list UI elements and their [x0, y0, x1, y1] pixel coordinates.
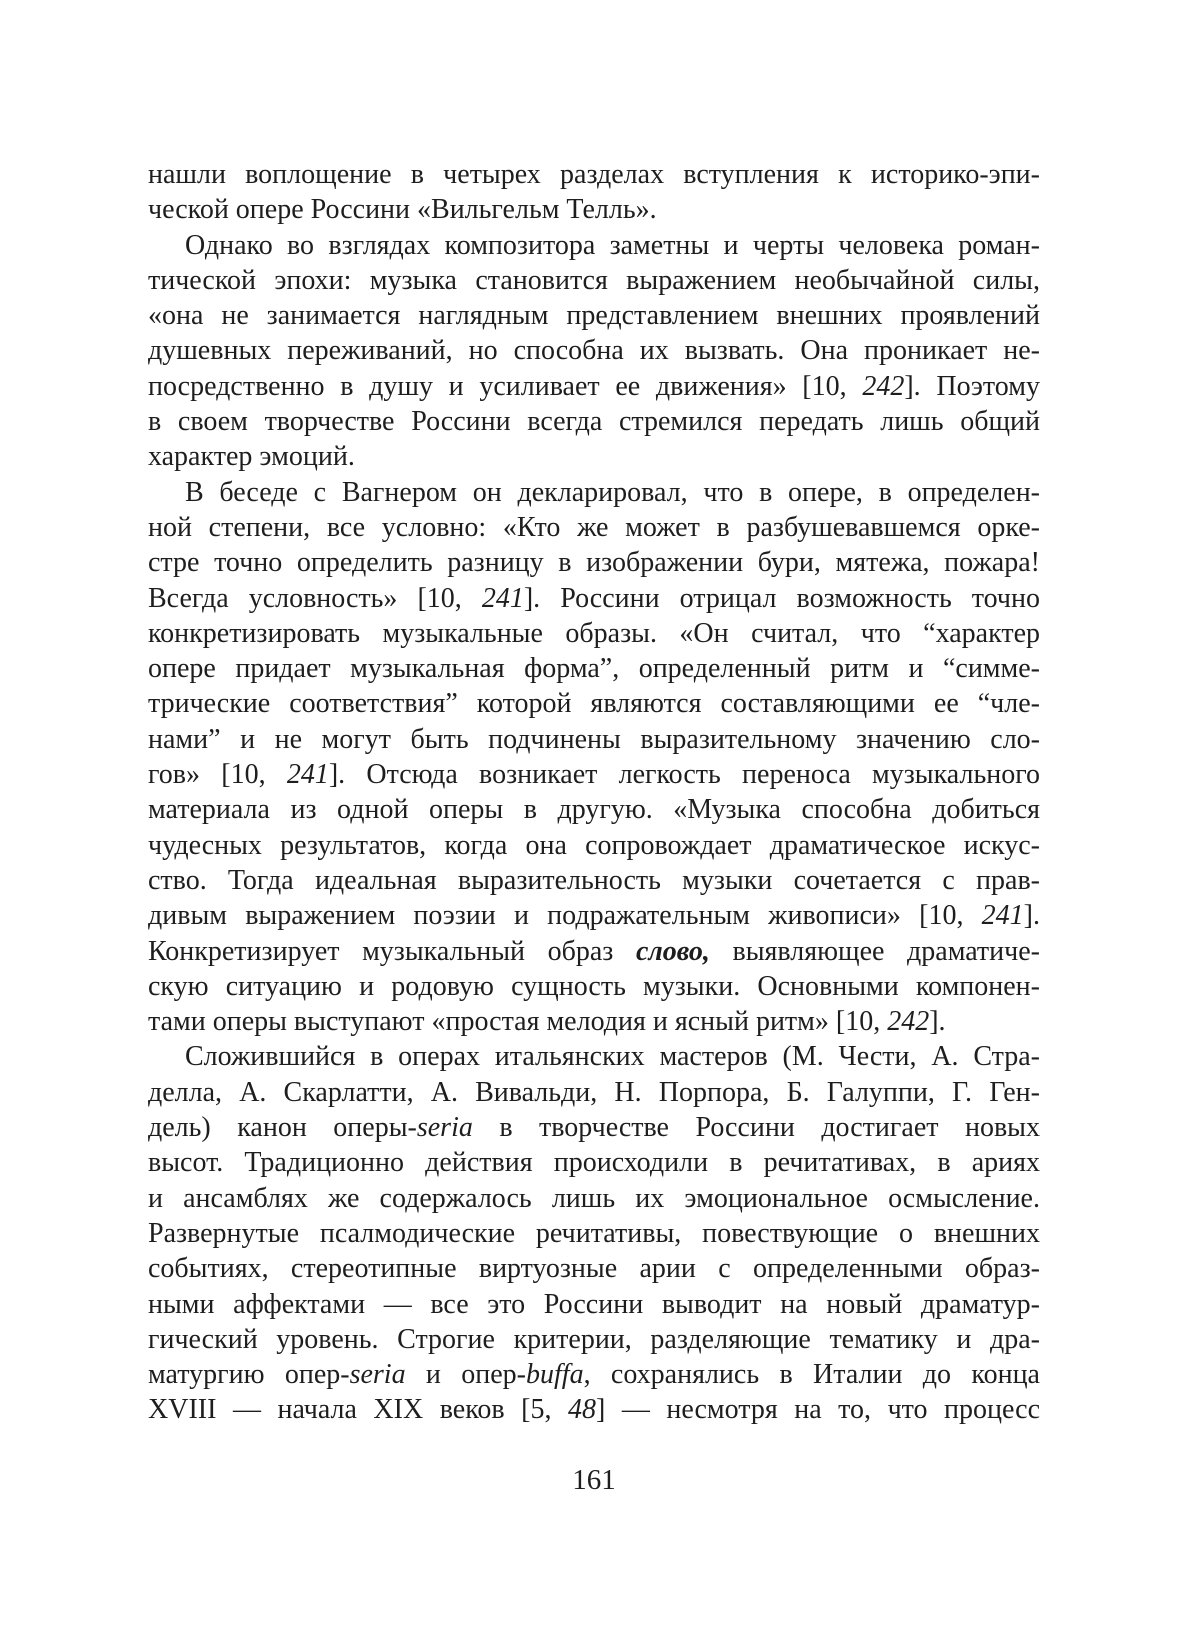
- text-line: [148, 792, 1040, 827]
- body-text: [148, 157, 1040, 1428]
- text-run: Конкретизирует музыкальный образ: [148, 935, 636, 967]
- text-line: [148, 757, 1040, 792]
- text-line: [148, 439, 1040, 474]
- text-line: [148, 228, 1040, 263]
- text-run: buffa: [526, 1359, 584, 1391]
- text-line: [148, 1075, 1040, 1110]
- text-run: стре точно определить разницу в изображении бури, мятежа, пожара!: [148, 547, 1040, 579]
- text-run: 241: [981, 900, 1024, 932]
- text-run: ной степени, все условно: «Кто же может в разбушевавшемся орке-: [148, 511, 1040, 543]
- text-run: 242: [862, 370, 905, 402]
- text-line: [148, 898, 1040, 933]
- text-line: [148, 1287, 1040, 1322]
- text-run: 242: [887, 1006, 930, 1038]
- text-run: дивым выражением поэзии и подражательным живописи» [10,: [148, 900, 982, 932]
- text-line: [148, 475, 1040, 510]
- text-line: [148, 333, 1040, 368]
- text-line: [148, 1145, 1040, 1180]
- text-run: ]. Россини отрицал возможность точно: [523, 582, 1040, 614]
- text-line: [148, 545, 1040, 580]
- text-run: опере придает музыкальная форма”, определенный ритм и “симме-: [148, 653, 1040, 685]
- text-run: гов» [10,: [148, 759, 287, 791]
- text-run: ].: [929, 1006, 946, 1038]
- text-run: seria: [416, 1112, 473, 1144]
- text-run: ]. Поэтому: [904, 370, 1040, 402]
- text-run: Развернутые псалмодические речитативы, повествующие о внешних: [148, 1217, 1040, 1249]
- text-run: Однако во взглядах композитора заметны и черты человека роман-: [185, 229, 1040, 261]
- text-run: гический уровень. Строгие критерии, разделяющие тематику и дра-: [148, 1323, 1040, 1355]
- page-number: 161: [572, 1464, 616, 1496]
- text-line: [148, 581, 1040, 616]
- text-run: ]. Отсюда возникает легкость переноса музыкального: [328, 759, 1040, 791]
- text-run: 241: [481, 582, 524, 614]
- text-line: [148, 404, 1040, 439]
- text-run: конкретизировать музыкальные образы. «Он считал, что “характер: [148, 617, 1040, 649]
- text-run: делла, А. Скарлатти, А. Вивальди, Н. Порпора, Б. Галуппи, Г. Ген-: [148, 1076, 1040, 1108]
- text-run: нами” и не могут быть подчинены выразительному значению сло-: [148, 723, 1040, 755]
- text-run: ство. Тогда идеальная выразительность музыки сочетается с прав-: [148, 864, 1040, 896]
- text-line: [148, 934, 1040, 969]
- text-line: [148, 1322, 1040, 1357]
- text-run: посредственно в душу и усиливает ее движения» [10,: [148, 370, 863, 402]
- text-run: в творчестве Россини достигает новых: [472, 1112, 1040, 1144]
- text-line: [148, 1004, 1040, 1039]
- text-run: «она не занимается наглядным представлением внешних проявлений: [148, 300, 1040, 332]
- text-line: [148, 263, 1040, 298]
- text-run: ].: [1023, 900, 1040, 932]
- text-run: душевных переживаний, но способна их вызвать. Она проникает не-: [148, 335, 1040, 367]
- text-line: [148, 828, 1040, 863]
- text-line: [148, 369, 1040, 404]
- text-run: тами оперы выступают «простая мелодия и ясный ритм» [10,: [148, 1006, 888, 1038]
- text-run: Сложившийся в операх итальянских мастеров (М. Чести, А. Стра-: [185, 1041, 1040, 1073]
- text-run: seria: [349, 1359, 406, 1391]
- text-line: [148, 510, 1040, 545]
- text-line: [148, 1216, 1040, 1251]
- text-line: [148, 651, 1040, 686]
- text-run: дель) канон оперы-: [148, 1112, 417, 1144]
- text-line: [148, 1181, 1040, 1216]
- text-line: [148, 1251, 1040, 1286]
- text-line: [148, 686, 1040, 721]
- text-line: [148, 298, 1040, 333]
- text-line: [148, 863, 1040, 898]
- text-run: материала из одной оперы в другую. «Музыка способна добиться: [148, 794, 1040, 826]
- text-run: , сохранялись в Италии до конца: [583, 1359, 1040, 1391]
- text-run: нашли воплощение в четырех разделах вступления к историко-эпи-: [148, 159, 1040, 190]
- text-run: чудесных результатов, когда она сопровождает драматическое искус-: [148, 829, 1040, 861]
- text-run: в своем творчестве Россини всегда стремился передать лишь общий: [148, 406, 1040, 438]
- text-run: ] — несмотря на то, что процесс: [596, 1394, 1040, 1426]
- text-run: скую ситуацию и родовую сущность музыки. Основными компонен-: [148, 970, 1040, 1002]
- text-line: [148, 1392, 1040, 1427]
- text-run: тической эпохи: музыка становится выражением необычайной силы,: [148, 264, 1040, 296]
- text-run: ными аффектами — все это Россини выводит на новый драматур-: [148, 1288, 1040, 1320]
- text-line: [148, 157, 1040, 192]
- text-run: Всегда условность» [10,: [148, 582, 482, 614]
- text-run: трические соответствия” которой являются составляющими ее “чле-: [148, 688, 1040, 720]
- text-run: матургию опер-: [148, 1359, 350, 1391]
- text-run: событиях, стереотипные виртуозные арии с определенными образ-: [148, 1253, 1040, 1285]
- text-line: [148, 1357, 1040, 1392]
- text-run: 241: [286, 759, 329, 791]
- text-line: [148, 1039, 1040, 1074]
- text-run: XVIII — начала XIX веков [5,: [148, 1394, 568, 1426]
- text-line: [148, 969, 1040, 1004]
- text-run: слово,: [635, 935, 710, 967]
- text-run: ческой опере Россини «Вильгельм Телль».: [148, 194, 657, 226]
- text-run: выявляющее драматиче-: [709, 935, 1040, 967]
- text-run: 48: [568, 1394, 596, 1426]
- text-run: и опер-: [405, 1359, 527, 1391]
- text-run: высот. Традиционно действия происходили в речитативах, в ариях: [148, 1147, 1040, 1179]
- text-line: [148, 722, 1040, 757]
- text-line: [148, 192, 1040, 227]
- text-run: характер эмоций.: [148, 441, 355, 473]
- text-line: [148, 1110, 1040, 1145]
- text-line: [148, 616, 1040, 651]
- text-run: В беседе с Вагнером он декларировал, что в опере, в определен-: [185, 476, 1040, 508]
- text-run: и ансамблях же содержалось лишь их эмоциональное осмысление.: [148, 1182, 1040, 1214]
